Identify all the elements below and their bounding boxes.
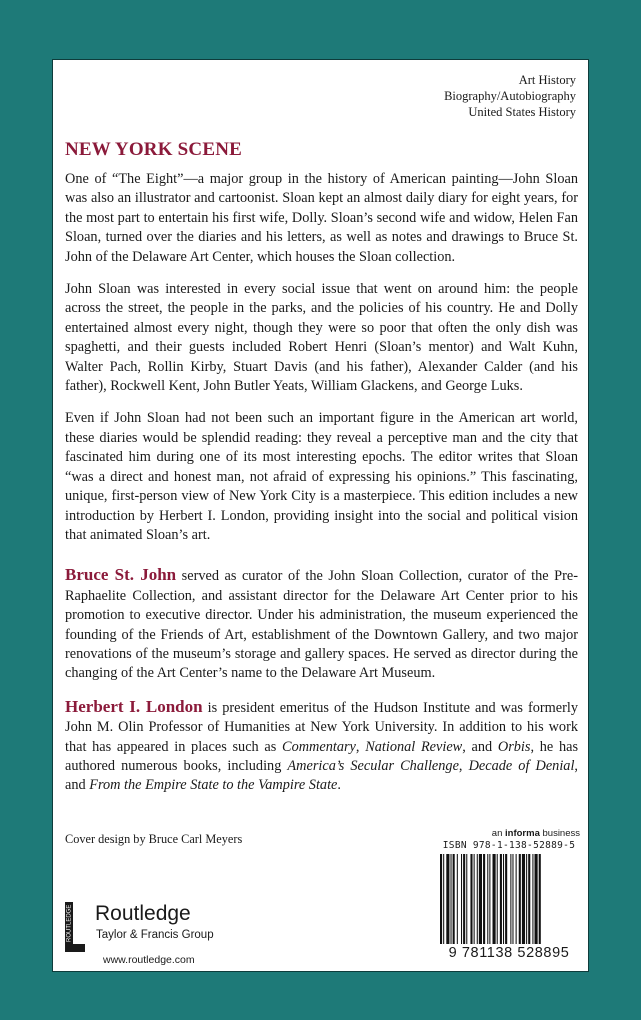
book-title-ref: America’s Secular Challenge xyxy=(287,757,459,774)
description-paragraph: Even if John Sloan had not been such an important figure in the American art world, these diaries would be splendid reading: they reveal a perceptive man and the city that fascinated him during one of its most interesting epochs. The editor writes that Sloan “was a direct and honest man, not afraid of expressing his opinions.” This fascinating, unique, first-person view of New York City is a masterpiece. This edition includes a new introduction by Herbert I. London, providing insight into the social and political vision that animated Sloan’s art. xyxy=(65,410,578,543)
book-title-ref: Decade of Denial xyxy=(468,757,575,774)
publication-title: Orbis xyxy=(497,738,531,755)
publisher-logo xyxy=(63,898,233,958)
editor-name: Bruce St. John xyxy=(65,565,177,585)
introducer-name: Herbert I. London xyxy=(65,696,203,716)
subject-categories xyxy=(444,72,576,120)
description-body xyxy=(65,170,578,809)
book-title-ref: From the Empire State to the Vampire State xyxy=(89,777,338,794)
barcode-block xyxy=(438,828,580,968)
back-cover xyxy=(52,59,589,972)
editor-bio-text: served as curator of the John Sloan Collection, curator of the Pre-Raphaelite Collection, and assistant director for the Delaware Art Center prior to his promotion to executive director. Under his administration, the museum experienced the founding of the Friends of Art, establishment of the Downtown Gallery, and two major renovations of the museum’s storage and gallery spaces. He served as director during the changing of the Art Center’s name to the Delaware Art Museum. xyxy=(65,568,578,682)
informa-prefix: an xyxy=(491,828,506,839)
informa-business-label xyxy=(492,828,580,839)
separator: , and xyxy=(462,738,498,755)
subject-item: Art History xyxy=(518,73,576,87)
separator: , xyxy=(355,738,366,755)
description-paragraph: John Sloan was interested in every social issue that went on around him: the people across the street, the people in the parks, and the policies of his country. He and Dolly entertained almost every night, though they were so poor that often the only dish was spaghetti, and their guests included Robert Henri (Sloan’s mentor) and Walt Kuhn, Walter Pach, Rollin Kirby, Stuart Davis (and his father), Alexander Calder (and his father), Rockwell Kent, John Butler Yeats, William Glackens, and George Luks. xyxy=(65,281,578,395)
isbn-label: ISBN 978-1-138-52889-5 xyxy=(442,840,576,851)
book-title: NEW YORK SCENE xyxy=(65,139,243,160)
publisher-url[interactable]: www.routledge.com xyxy=(103,954,195,966)
editor-bio xyxy=(65,565,578,683)
introducer-bio-text: , he has authored numerous books, including xyxy=(65,738,579,774)
separator: , and xyxy=(65,757,578,794)
informa-brand: informa xyxy=(505,828,540,839)
separator: . xyxy=(337,777,341,794)
introducer-bio xyxy=(65,697,578,796)
publication-title: National Review xyxy=(365,738,463,755)
subject-item: United States History xyxy=(468,105,576,119)
informa-suffix: business xyxy=(539,828,580,839)
separator: , xyxy=(458,757,469,774)
barcode-icon xyxy=(438,854,580,946)
routledge-mark-icon xyxy=(63,900,87,954)
routledge-mark-text: ROUTLEDGE xyxy=(66,904,73,942)
description-paragraph: One of “The Eight”—a major group in the history of American painting—John Sloan was also an illustrator and cartoonist. Sloan kept an almost daily diary for eight years, for the most part to entertain his first wife, Dolly. Sloan’s second wife and widow, Helen Fan Sloan, turned over the diaries and his letters, as well as notes and drawings to Bruce St. John of the Delaware Art Center, which houses the Sloan collection. xyxy=(65,171,578,265)
isbn-digits: 9 781138 528895 xyxy=(448,945,570,961)
publication-title: Commentary xyxy=(282,738,356,755)
cover-design-credit: Cover design by Bruce Carl Meyers xyxy=(65,832,243,846)
publisher-group: Taylor & Francis Group xyxy=(96,929,214,941)
introducer-bio-text: is president emeritus of the Hudson Institute and was formerly John M. Olin Professor of Humanities at New York University. In addition to his work that has appeared in places such as xyxy=(65,699,578,755)
subject-item: Biography/Autobiography xyxy=(444,89,576,103)
publisher-name: Routledge xyxy=(95,902,191,925)
